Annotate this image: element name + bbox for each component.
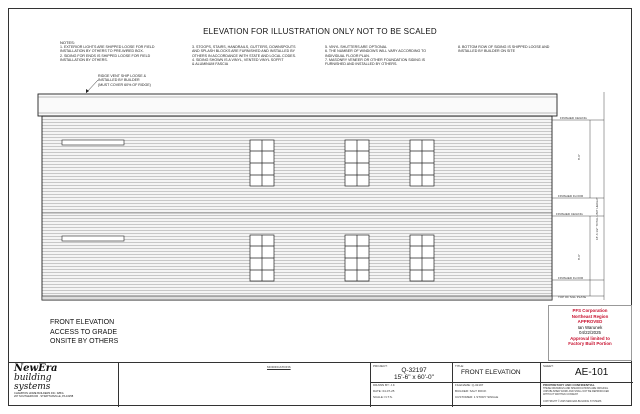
sheet-cell — [540, 363, 632, 407]
company-logo: NewEra building systems CHAMPION HOME BUILDERS INC. D/B/A 207 SOUTHERN DR · STRATTANVILLE, PA 16258 — [14, 364, 114, 402]
copyright: COPYRIGHT © 2025 NEW ERA BUILDING SYSTEMS — [543, 400, 602, 403]
title-value: FRONT ELEVATION — [461, 369, 521, 376]
level-finished-ceiling-lower: FINISHED CEILING — [556, 212, 583, 216]
lower-height-dim: 8'-0" — [577, 254, 581, 260]
level-finished-floor-upper: FINISHED FLOOR — [558, 194, 584, 198]
overall-height-dim: 18'-6 1/2" TOTAL UNIT HEIGHT — [595, 197, 599, 240]
builder: BUILDER: SALT ROCK — [455, 389, 487, 393]
upper-height-dim: 8'-0" — [577, 154, 581, 160]
drawing-date: DATE: 04-07-25 — [373, 389, 395, 393]
approval-date: 04/22/2025 — [579, 330, 601, 335]
proprietary-text: THESE DRAWINGS AND SPECIFICATIONS ARE ORIGINAL UNPUBLISHED WORK AND SHALL NOT BE REPRODUCED WITHOUT WRITTEN CONSENT — [543, 387, 610, 396]
upper-vent — [62, 140, 124, 145]
window — [345, 140, 369, 186]
level-top-of-sill-plate: TOP OF SILL PLATE — [558, 295, 587, 299]
notes-label: NOTES: — [60, 40, 75, 45]
drawn-by: DRAWN BY: J.F. — [373, 383, 396, 387]
note-block-4: 8. BOTTOM ROW OF SIDING IS SHIPPED LOOSE AND INSTALLED BY BUILDER ON SITE — [458, 45, 550, 54]
approval-note-2: Factory Built Portion — [568, 341, 612, 346]
customer: CUSTOMER: 1 STORY SINGLE — [455, 395, 499, 399]
project-size: 15'-6" x 60'-0" — [394, 374, 434, 381]
title-cell — [452, 363, 540, 407]
approval-stamp — [548, 305, 632, 361]
note-block-1: 1. EXTERIOR LIGHTS ARE SHIPPED LOOSE FOR FIELD INSTALLATION BY OTHERS TO PRE-WIRED BOX. 2. SIDING FOR ENDS IS SHIPPED LOOSE FOR FIELD INSTALLATION BY OTHERS. — [60, 45, 155, 62]
modifications-cell — [118, 363, 378, 407]
project-number: Q-32197 — [401, 367, 427, 374]
sheet-title: ELEVATION FOR ILLUSTRATION ONLY NOT TO BE SCALED — [203, 27, 437, 36]
drawing-scale: SCALE: N.T.S. — [373, 395, 393, 399]
file-name: FILENAME: Q-32197 — [455, 383, 484, 387]
window — [250, 235, 274, 281]
window — [345, 235, 369, 281]
modifications-label: MODIFICATIONS — [267, 365, 291, 369]
note-block-2: 3. STOOPS, STAIRS, HANDRAILS, GUTTERS, DOWNSPOUTS AND SPLASH BLOCKS ARE FURNISHED AND INSTALLED BY OTHERS IN ACCORDANCE WITH STATE AND LOCAL CODES. 4. SIDING SHOWN IS A VINYL, VENTED VINYL SOFFIT & ALUMINUM FASCIA — [192, 45, 296, 67]
approval-region: Northeast Region — [571, 313, 609, 319]
window — [250, 140, 274, 186]
roof-fascia — [38, 94, 557, 116]
front-elevation-label: FRONT ELEVATION ACCESS TO GRADE ONSITE BY OTHERS — [50, 319, 119, 345]
level-finished-ceiling-top: FINISHED CEILING — [560, 116, 587, 120]
sheet-label: SHEET: — [543, 364, 554, 368]
project-label: PROJECT: — [373, 364, 388, 368]
title-label: TITLE: — [455, 364, 465, 368]
sheet-number: AE-101 — [575, 367, 609, 378]
level-finished-floor-lower: FINISHED FLOOR — [558, 276, 584, 280]
ridge-vent-note: RIDGE VENT SHIP LOOSE & INSTALLED BY BUILDER (MUST COVER 60% OF RIDGE) — [98, 74, 151, 87]
company-address: CHAMPION HOME BUILDERS INC. D/B/A 207 SOUTHERN DR · STRATTANVILLE, PA 16258 — [14, 392, 74, 398]
approval-note-1: Approval limited to — [570, 335, 610, 341]
lower-vent — [62, 236, 124, 241]
approval-company: PFS Corporation — [572, 308, 608, 313]
approval-status: APPROVED — [577, 319, 603, 324]
project-cell — [370, 363, 452, 407]
window — [410, 140, 434, 186]
proprietary-title: PROPRIETARY AND CONFIDENTIAL — [543, 383, 595, 387]
title-block — [8, 362, 632, 406]
approval-name: Ian Warunek — [577, 324, 603, 330]
note-block-3: 5. VINYL SHUTTERS ARE OPTIONAL 6. THE NUMBER OF WINDOWS WILL VARY ACCORDING TO INDIVIDUAL FLOOR PLAN. 7. MASONRY VENEER OR OTHER FOUNDATION SIDING IS FURNISHED AND INSTALLED BY OTHERS. — [325, 45, 427, 67]
sill-plate — [42, 296, 552, 300]
window — [410, 235, 434, 281]
